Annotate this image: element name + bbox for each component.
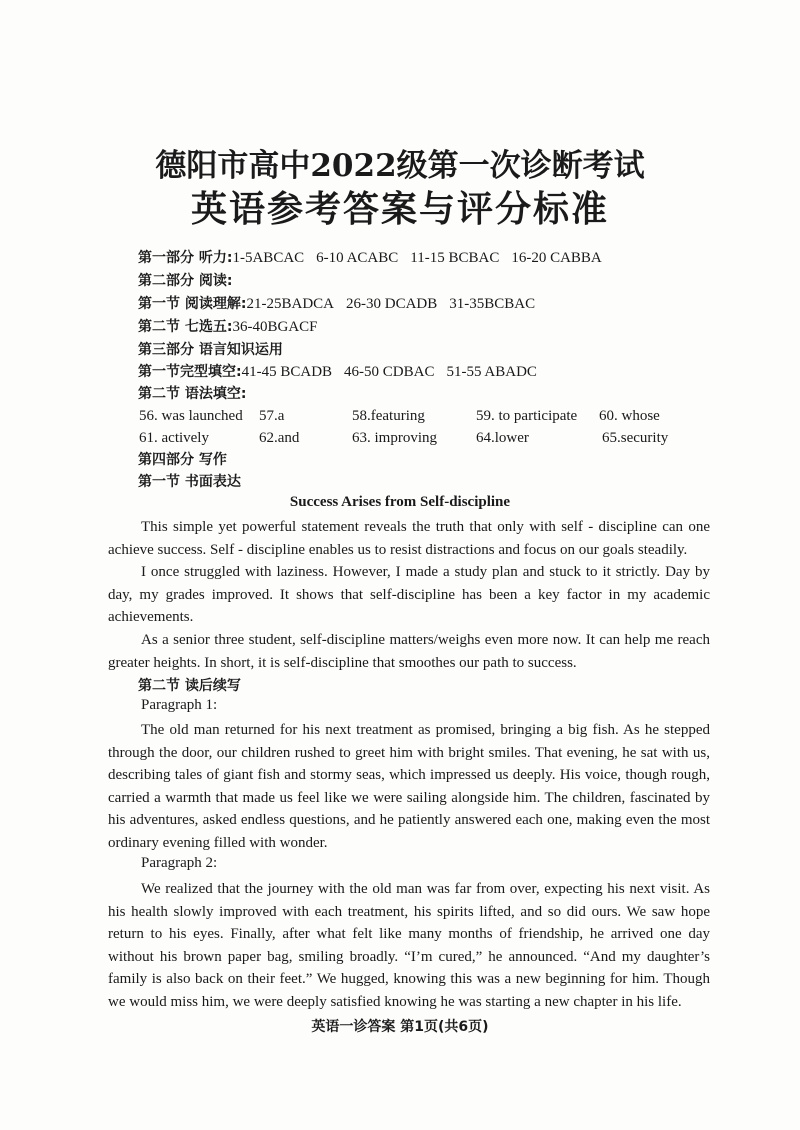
grammar-answer: 63. improving xyxy=(352,430,437,446)
grammar-answer: 57.a xyxy=(259,408,285,424)
grammar-answer: 58.featuring xyxy=(352,408,425,424)
continuation-paragraph-2: We realized that the journey with the old man was far from over, expecting his next visit. As his health slowly improved with each treatment, his spirits lifted, and so did ours. We saw hope return to his eyes. Finally, after what felt like many months of friendship, he arrived one day without his brown paper bag, smiling broadly. “I’m cured,” he announced. “And my daughter’s family is also back on their feet.” We hugged, knowing this was a new beginning for him. Though we would miss him, we were deeply satisfied knowing he was starting a new chapter in his life. xyxy=(108,881,710,1010)
part3-section1-row xyxy=(138,362,537,382)
reading-answer: 31-35BCBAC xyxy=(449,296,536,312)
part4-section2-label: 第二节 读后续写 xyxy=(138,678,241,694)
grammar-answer: 59. to participate xyxy=(476,408,578,424)
reading-answer: 26-30 DCADB xyxy=(346,296,438,312)
essay-paragraph: This simple yet powerful statement reveals the truth that only with self - discipline can one achieve success. Self - discipline enables us to resist distractions and focus on our goals steadily. xyxy=(108,519,710,558)
part1-answer: 6-10 ACABC xyxy=(316,250,399,266)
part3-section2-label: 第二节 语法填空: xyxy=(138,386,247,402)
seven-choose-five-answer: 36-40BGACF xyxy=(232,319,318,335)
essay-paragraph: As a senior three student, self-discipline matters/weighs even more now. It can help me reach greater heights. In short, it is self-discipline that smoothes our path to success. xyxy=(108,632,710,671)
cloze-answer: 51-55 ABADC xyxy=(446,364,537,380)
essay-title: Success Arises from Self-discipline xyxy=(289,494,511,510)
cloze-answer: 46-50 CDBAC xyxy=(344,364,435,380)
grammar-answer: 62.and xyxy=(259,430,300,446)
part4-label: 第四部分 写作 xyxy=(138,452,227,468)
part2-section1-row xyxy=(138,294,535,314)
grammar-answer: 61. actively xyxy=(139,430,209,446)
reading-answer: 21-25BADCA xyxy=(246,296,334,312)
part3-row xyxy=(138,340,283,360)
grammar-answer: 56. was launched xyxy=(139,408,243,424)
continuation-paragraph-1: The old man returned for his next treatment as promised, bringing a big fish. As he stepped through the door, our children rushed to greet him with bright smiles. That evening, he sat with us, describing tales of giant fish and stormy seas, which impressed us deeply. His voice, though rough, carried a warmth that made us feel like we were sailing alongside him. The children, fascinated by his adventures, asked endless questions, and he patiently answered each one, making even the most ordinary evening filled with wonder. xyxy=(108,722,710,851)
grammar-answer: 64.lower xyxy=(476,430,529,446)
paragraph1-label: Paragraph 1: xyxy=(141,697,218,713)
part4-section1-row xyxy=(138,472,241,492)
part1-answer: 16-20 CABBA xyxy=(511,250,602,266)
page-subtitle: 英语参考答案与评分标准 xyxy=(190,189,609,230)
grammar-answer: 65.security xyxy=(602,430,669,446)
part2-label: 第二部分 阅读: xyxy=(138,273,233,289)
part2-section2-row xyxy=(138,317,318,337)
part2-section2-label: 第二节 七选五: xyxy=(138,319,233,335)
part4-section2-row xyxy=(138,676,241,696)
part1-answer: 1-5ABCAC xyxy=(232,250,305,266)
cloze-answer: 41-45 BCADB xyxy=(241,364,333,380)
page-footer: 英语一诊答案 第1页(共6页) xyxy=(311,1019,489,1035)
part4-section1-label: 第一节 书面表达 xyxy=(138,474,241,490)
part1-row xyxy=(138,248,602,268)
grammar-answer: 60. whose xyxy=(599,408,660,424)
paragraph2-label: Paragraph 2: xyxy=(141,855,218,871)
part4-row xyxy=(138,450,227,470)
part1-label: 第一部分 听力: xyxy=(138,250,233,266)
page-title: 德阳市高中2022级第一次诊断考试 xyxy=(155,148,645,184)
part2-row xyxy=(138,271,232,291)
part3-section1-label: 第一节完型填空: xyxy=(138,364,242,380)
part3-label: 第三部分 语言知识运用 xyxy=(138,342,283,358)
part3-section2-row xyxy=(138,384,246,404)
part1-answer: 11-15 BCBAC xyxy=(410,250,500,266)
essay-paragraph: I once struggled with laziness. However, I made a study plan and stuck to it strictly. Day by day, my grades improved. It shows that self-discipline has been a key factor in my academic achievements. xyxy=(108,564,710,626)
part2-section1-label: 第一节 阅读理解: xyxy=(138,296,247,312)
